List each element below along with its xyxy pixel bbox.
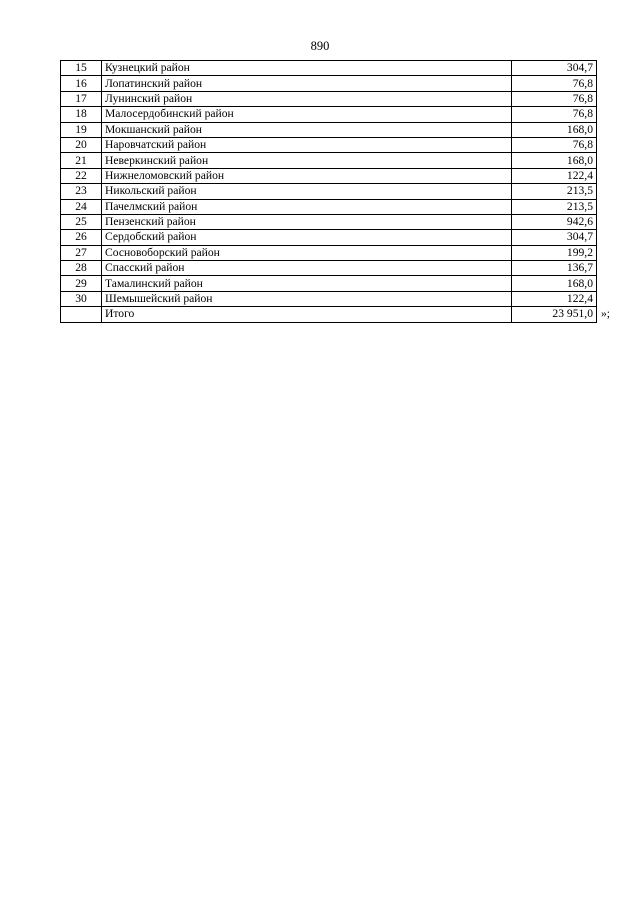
district-value: 304,7 xyxy=(512,230,597,245)
table-row xyxy=(61,230,597,245)
district-value: 199,2 xyxy=(512,245,597,260)
district-name: Нижнеломовский район xyxy=(102,168,512,183)
district-name: Пензенский район xyxy=(102,214,512,229)
total-row-number xyxy=(61,307,102,322)
row-number: 17 xyxy=(61,91,102,106)
table-row xyxy=(61,107,597,122)
table-row xyxy=(61,76,597,91)
district-name: Никольский район xyxy=(102,184,512,199)
district-name: Малосердобинский район xyxy=(102,107,512,122)
total-row-value-cell xyxy=(512,307,611,322)
district-name: Лопатинский район xyxy=(102,76,512,91)
table-row xyxy=(61,261,597,276)
district-value: 122,4 xyxy=(512,168,597,183)
district-name: Мокшанский район xyxy=(102,122,512,137)
district-value: 76,8 xyxy=(512,91,597,106)
district-value: 76,8 xyxy=(512,137,597,152)
row-number: 19 xyxy=(61,122,102,137)
table-row xyxy=(61,214,597,229)
district-name: Наровчатский район xyxy=(102,137,512,152)
district-name: Спасский район xyxy=(102,261,512,276)
page-number: 890 xyxy=(310,39,330,53)
row-number: 16 xyxy=(61,76,102,91)
table-row xyxy=(61,184,597,199)
district-value: 213,5 xyxy=(512,199,597,214)
district-name: Неверкинский район xyxy=(102,153,512,168)
closing-quote-mark: »; xyxy=(601,307,611,321)
district-name: Сердобский район xyxy=(102,230,512,245)
total-row-label: Итого xyxy=(102,307,512,322)
total-row xyxy=(61,307,597,322)
table-row xyxy=(61,199,597,214)
row-number: 29 xyxy=(61,276,102,291)
district-name: Тамалинский район xyxy=(102,276,512,291)
row-number: 24 xyxy=(61,199,102,214)
row-number: 21 xyxy=(61,153,102,168)
table-row xyxy=(61,122,597,137)
total-row-value: 23 951,0 xyxy=(552,307,593,321)
district-value: 304,7 xyxy=(512,61,597,76)
table-row xyxy=(61,61,597,76)
district-value: 76,8 xyxy=(512,107,597,122)
district-name: Кузнецкий район xyxy=(102,61,512,76)
district-table xyxy=(60,60,611,323)
table-row xyxy=(61,137,597,152)
district-value: 213,5 xyxy=(512,184,597,199)
row-number: 18 xyxy=(61,107,102,122)
row-number: 30 xyxy=(61,291,102,306)
row-number: 23 xyxy=(61,184,102,199)
table-body xyxy=(61,61,611,323)
district-name: Сосновоборский район xyxy=(102,245,512,260)
table-row xyxy=(61,291,597,306)
district-value: 122,4 xyxy=(512,291,597,306)
table-row xyxy=(61,153,597,168)
district-value: 136,7 xyxy=(512,261,597,276)
district-name: Пачелмский район xyxy=(102,199,512,214)
row-number: 28 xyxy=(61,261,102,276)
row-number: 27 xyxy=(61,245,102,260)
row-number: 25 xyxy=(61,214,102,229)
district-value: 168,0 xyxy=(512,276,597,291)
row-number: 26 xyxy=(61,230,102,245)
table-row xyxy=(61,168,597,183)
district-value: 168,0 xyxy=(512,122,597,137)
table-row xyxy=(61,245,597,260)
table-row xyxy=(61,91,597,106)
table-row xyxy=(61,276,597,291)
row-number: 22 xyxy=(61,168,102,183)
district-value: 168,0 xyxy=(512,153,597,168)
row-number: 15 xyxy=(61,61,102,76)
row-number: 20 xyxy=(61,137,102,152)
district-value: 942,6 xyxy=(512,214,597,229)
district-name: Лунинский район xyxy=(102,91,512,106)
district-value: 76,8 xyxy=(512,76,597,91)
district-name: Шемышейский район xyxy=(102,291,512,306)
